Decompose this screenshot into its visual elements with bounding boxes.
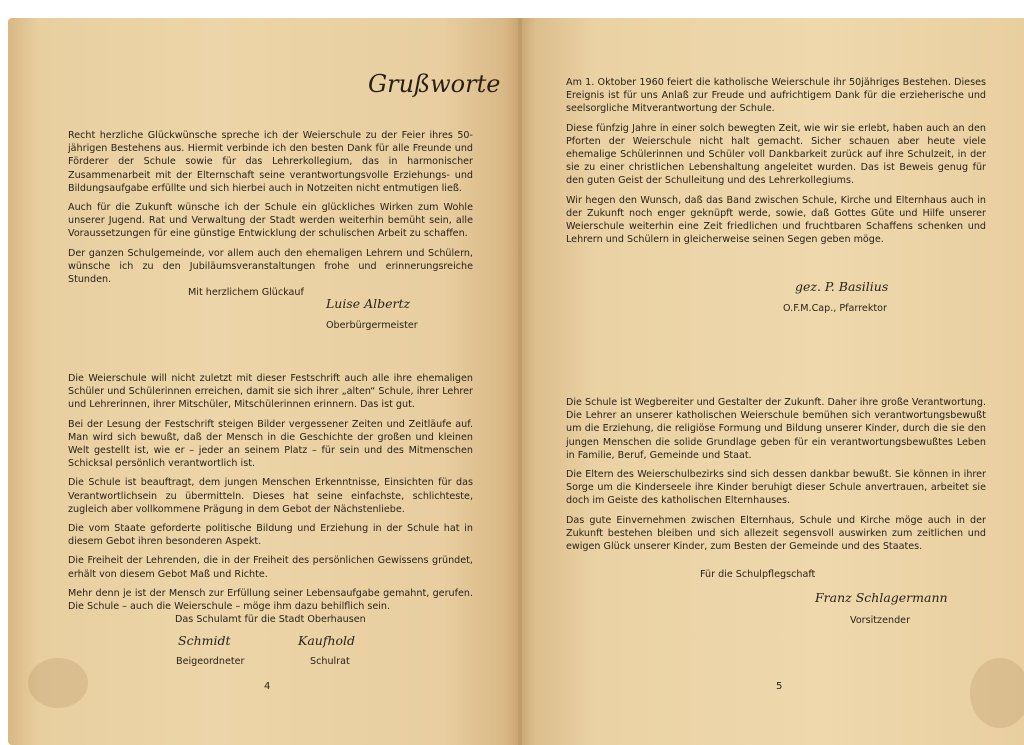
paragraph: Wir hegen den Wunsch, daß das Band zwischen Schule, Kirche und Elternhaus auch in der Zukunft noch enger geknüpft werde, sowie, daß Gottes Güte und Hilfe unserer Weierschule weiterhin eine Zeit friedlichen und fruchtbaren Schaffens schenken und Lehrern und Schülern in gleicherweise seinen Segen geben möge. [566,194,986,246]
school-office-greeting [68,372,473,619]
closing-line: Mit herzlichem Glückauf [188,287,304,298]
signature-schlagermann: Franz Schlagermann [815,590,948,605]
mayor-greeting [68,129,473,292]
left-page [8,18,520,745]
paragraph: Mehr denn je ist der Mensch zur Erfüllung seiner Lebensaufgabe gemahnt, gerufen. Die Schule – auch die Weierschule – möge ihm dazu behilflich sein. [68,587,473,613]
closing-line: Für die Schulpflegschaft [700,569,816,580]
paragraph: Bei der Lesung der Festschrift steigen Bilder vergessener Zeiten und Zeitläufe auf. Man wird sich bewußt, daß der Mensch in die Geschichte der großen und kleinen Welt gestellt ist, wie er – jeder an seinem Platz – für sein und des Mitmenschen Schicksal persönlich verantwortlich ist. [68,418,473,470]
signer-role: Schulrat [310,656,350,667]
signer-role: Beigeordneter [176,656,245,667]
closing-line: Das Schulamt für die Stadt Oberhausen [175,614,366,625]
paragraph: Die Schule ist Wegbereiter und Gestalter der Zukunft. Daher ihre große Verantwortung. Die Lehrer an unserer katholischen Weierschule bemühen sich verantwortungsbewußt um die Erziehung, die religiöse Formung und Bildung unserer Kinder, durch die sie den jungen Menschen die solide Grundlage geben für ein verantwortungsbewußtes Leben in Familie, Beruf, Gemeinde und Staat. [566,397,986,461]
paragraph: Am 1. Oktober 1960 feiert die katholische Weierschule ihr 50jähriges Bestehen. Dieses Ereignis ist für uns Anlaß zur Freude und aufrichtigem Dank für die erzieherische und seelsorgliche Mitverantwortung der Schule. [566,77,986,115]
right-page [520,18,1024,745]
pastor-greeting [566,76,986,252]
open-booklet [8,18,1024,745]
paper-stain [28,658,88,708]
paragraph: Die vom Staate geforderte politische Bildung und Erziehung in der Schule hat in diesem Gebot ihren besonderen Aspekt. [68,523,473,548]
paragraph: Recht herzliche Glückwünsche spreche ich der Weierschule zu der Feier ihres 50-jährigen Bestehens aus. Hiermit verbinde ich den besten Dank für alle Freunde und Förderer der Schule sowie für das Lehrerkollegium, das in harmonischer Zusammenarbeit mit der Elternschaft seine verantwortungsvolle Erziehungs- und Bildungsaufgabe erfüllte und sich hierbei auch in Notzeiten nicht entmutigen ließ. [68,130,473,194]
signer-role: Vorsitzender [850,615,911,626]
parents-council-greeting [566,396,986,559]
signer-role: O.F.M.Cap., Pfarrektor [783,303,887,314]
paper-stain [970,658,1024,728]
booklet-spine [518,18,522,745]
paragraph: Die Schule ist beauftragt, dem jungen Menschen Erkenntnisse, Einsichten für das Verantwortlichsein zu übermitteln. Dieses hat seine einfachste, schlichteste, zugleich aber vollkommene Prägung in dem Gebot der Nächstenliebe. [68,477,473,515]
paragraph: Diese fünfzig Jahre in einer solch bewegten Zeit, wie wir sie erlebt, haben auch an den Pforten der Weierschule nicht halt gemacht. Sicher schauen aber heute viele ehemalige Schülerinnen und Schüler voll Dankbarkeit zurück auf ihre Schulzeit, in der sie zu einer christlichen Lebenshaltung angeleitet wurden. Das ist Beweis genug für den guten Geist der Schulleitung und des Lehrerkollegiums. [566,122,986,187]
paragraph: Die Freiheit der Lehrenden, die in der Freiheit des persönlichen Gewissens gründet, erhält von diesem Gebot Maß und Richte. [68,555,473,580]
page-number: 5 [776,681,783,692]
paragraph: Auch für die Zukunft wünsche ich der Schule ein glückliches Wirken zum Wohle unserer Jugend. Rat und Verwaltung der Stadt werden weiterhin bemüht sein, alle Voraussetzungen für eine günstige Entwicklung der schulischen Arbeit zu schaffen. [68,202,473,240]
paragraph: Das gute Einvernehmen zwischen Elternhaus, Schule und Kirche möge auch in der Zukunft bestehen bleiben und sich allezeit segensvoll auswirken zum zeitlichen und ewigen Glück unserer Kinder, zum Besten der Gemeinde und des Staates. [566,514,986,553]
paragraph: Die Eltern des Weierschulbezirks sind sich dessen dankbar bewußt. Sie können in ihrer Sorge um die Kinderseele ihre Kinder beruhigt dieser Schule anvertrauen, arbeitet sie doch im Geiste des katholischen Elternhauses. [566,469,986,507]
signature-albertz: Luise Albertz [326,296,411,311]
signature-schmidt: Schmidt [178,633,231,648]
paragraph: Der ganzen Schulgemeinde, vor allem auch den ehemaligen Lehrern und Schülern, wünsche ich zu den Jubiläumsveranstaltungen frohe und erinnerungsreiche Stunden. [68,247,473,286]
signer-role: Oberbürgermeister [326,320,418,331]
paragraph: Die Weierschule will nicht zuletzt mit dieser Festschrift auch alle ihre ehemaligen Schüler und Schülerinnen erreichen, damit sie sich ihrer „alten“ Schule, ihrer Lehrer und Lehrerinnen, ihrer Mitschüler, Mitschülerinnen erinnern. Das ist gut. [68,373,473,411]
signature-kaufhold: Kaufhold [298,633,356,648]
page-title: Grußworte [368,70,501,98]
page-number: 4 [264,681,271,692]
signature-basilius: gez. P. Basilius [795,279,889,294]
